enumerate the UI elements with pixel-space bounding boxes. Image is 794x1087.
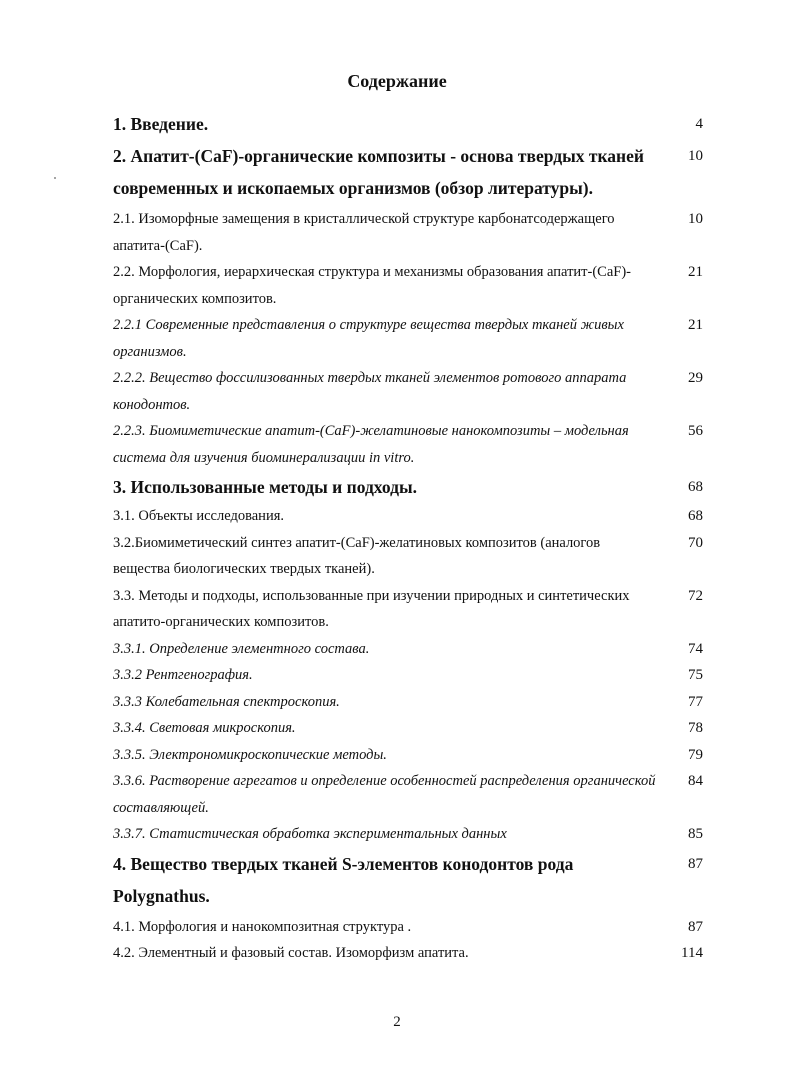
toc-entry-page: 87 [688,855,703,872]
toc-entry-text: 2.2.1 Современные представления о структуре вещества твердых тканей живых организмов. [113,317,624,360]
toc-entry-page: 21 [688,264,703,280]
toc-entry[interactable] [113,715,703,742]
toc-entry[interactable] [113,914,703,941]
toc-entry-text: 3. Использованные методы и подходы. [113,477,418,497]
toc-entry-page: 78 [688,720,703,736]
toc-entry-text: 4. Вещество твердых тканей S-элементов конодонтов рода Polygnathus. [113,853,574,906]
toc-entry[interactable] [113,418,703,471]
toc-entry[interactable] [113,140,703,204]
toc-entry-text: 1. Введение. [113,114,209,134]
page-number: 2 [393,1014,401,1030]
toc-entry[interactable] [113,662,703,689]
toc-entry[interactable] [113,312,703,365]
toc-entry[interactable] [113,471,703,503]
toc-entry[interactable] [113,530,703,583]
toc-entry[interactable] [113,503,703,530]
toc-entry-text: 2.1. Изоморфные замещения в кристаллической структуре карбонатсодержащего апатита-(CaF). [113,211,615,254]
toc-entry-page: 79 [688,746,703,763]
toc-entry-page: 74 [688,640,703,657]
toc-entry[interactable] [113,636,703,663]
toc-entry-text: 2. Апатит-(CaF)-органические композиты - основа твердых тканей современных и ископаемых организмов (обзор литературы). [113,146,644,198]
toc-title: Содержание [347,71,447,91]
toc-entry[interactable] [113,742,703,769]
toc-entry-page: 10 [688,211,703,227]
toc-entry[interactable] [113,108,703,140]
toc-entry-text: 2.2.3. Биомиметические апатит-(CaF)-желатиновые нанокомпозиты – модельная система для изучения биоминерализации in vitro. [113,423,629,466]
toc-entry[interactable] [113,689,703,716]
toc-entry-page: 56 [688,423,703,439]
toc-entry-text: 2.2. Морфология, иерархическая структура и механизмы образования апатит-(CaF)-органических композитов. [113,264,631,307]
toc-entry-page: 4 [695,116,703,132]
toc-entry[interactable] [113,259,703,312]
toc-entry[interactable] [113,365,703,418]
toc-entry-page: 114 [681,945,703,961]
toc-entry-page: 77 [688,693,703,710]
toc-entry-text: 3.3.3 Колебательная спектроскопия. [113,693,340,710]
toc-entry-text: 4.2. Элементный и фазовый состав. Изоморфизм апатита. [113,945,469,961]
toc-entry-text: 3.3.4. Световая микроскопия. [113,720,296,736]
toc-entry[interactable] [113,940,703,967]
toc-entry-page: 84 [688,773,703,789]
toc-entry-text: 4.1. Морфология и нанокомпозитная структура . [113,918,412,935]
toc-entry-page: 72 [688,587,703,604]
toc-entry-page: 68 [688,508,703,524]
toc-entry[interactable] [113,206,703,259]
toc-entry-text: 2.2.2. Вещество фоссилизованных твердых тканей элементов ротового аппарата конодонтов. [113,370,627,413]
toc-entry-text: 3.2.Биомиметический синтез апатит-(CaF)-желатиновых композитов (аналогов вещества биологических твердых тканей). [113,534,601,577]
toc-entry[interactable] [113,768,703,821]
toc-entry-text: 3.3. Методы и подходы, использованные при изучении природных и синтетических апатито-органических композитов. [113,587,630,630]
toc-entry-page: 75 [688,667,703,683]
toc-entry-page: 68 [688,479,703,495]
scan-speck [54,177,56,179]
toc-entry[interactable] [113,821,703,848]
toc-entry-page: 29 [688,370,703,386]
table-of-contents [113,108,703,967]
toc-entry-text: 3.1. Объекты исследования. [113,508,284,524]
toc-entry-text: 3.3.6. Растворение агрегатов и определение особенностей распределения органической составляющей. [113,773,656,816]
toc-entry-text: 3.3.2 Рентгенография. [113,667,253,683]
toc-entry-page: 10 [688,148,703,164]
toc-entry-page: 87 [688,918,703,935]
toc-entry-text: 3.3.7. Статистическая обработка экспериментальных данных [113,826,507,842]
toc-entry-text: 3.3.1. Определение элементного состава. [113,640,370,657]
toc-entry[interactable] [113,583,703,636]
toc-entry-page: 85 [688,826,703,842]
toc-entry-page: 21 [688,317,703,333]
toc-entry-text: 3.3.5. Электрономикроскопические методы. [113,746,387,763]
toc-entry-page: 70 [688,534,703,551]
toc-entry[interactable] [113,848,703,912]
